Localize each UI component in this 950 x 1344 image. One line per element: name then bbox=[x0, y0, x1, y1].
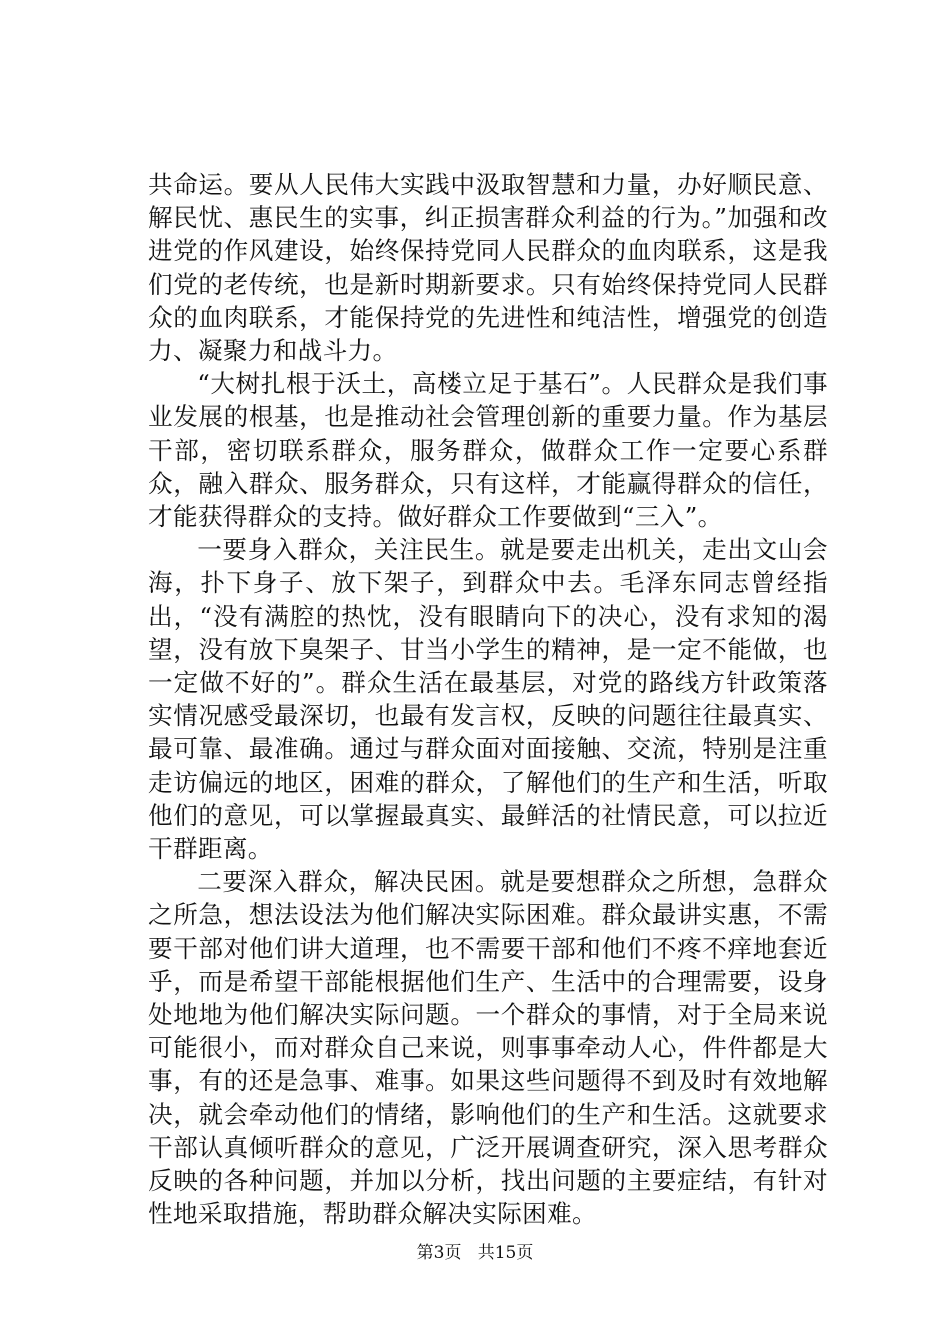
page-footer bbox=[0, 1242, 950, 1264]
paragraph-3: 一要身入群众，关注民生。就是要走出机关，走出文山会海，扑下身子、放下架子，到群众中去。毛泽东同志曾经指出，“没有满腔的热忱，没有眼睛向下的决心，没有求知的渴望，没有放下臭架子、甘当小学生的精神，是一定不能做，也一定做不好的”。群众生活在最基层，对党的路线方针政策落实情况感受最深切，也最有发言权，反映的问题往往最真实、最可靠、最准确。通过与群众面对面接触、交流，特别是注重走访偏远的地区，困难的群众，了解他们的生产和生活，听取他们的意见，可以掌握最真实、最鲜活的社情民意，可以拉近干群距离。 bbox=[148, 535, 828, 864]
total-pages: 共15页 bbox=[477, 1243, 534, 1263]
paragraph-1: 共命运。要从人民伟大实践中汲取智慧和力量，办好顺民意、解民忧、惠民生的实事，纠正损害群众利益的行为。”加强和改进党的作风建设，始终保持党同人民群众的血肉联系，这是我们党的老传统，也是新时期新要求。只有始终保持党同人民群众的血肉联系，才能保持党的先进性和纯洁性，增强党的创造力、凝聚力和战斗力。 bbox=[148, 170, 828, 366]
paragraph-4: 二要深入群众，解决民困。就是要想群众之所想，急群众之所急，想法设法为他们解决实际困难。群众最讲实惠，不需要干部对他们讲大道理，也不需要干部和他们不疼不痒地套近乎，而是希望干部能根据他们生产、生活中的合理需要，设身处地地为他们解决实际问题。一个群众的事情，对于全局来说可能很小，而对群众自己来说，则事事牵动人心，件件都是大事，有的还是急事、难事。如果这些问题得不到及时有效地解决，就会牵动他们的情绪，影响他们的生产和生活。这就要求干部认真倾听群众的意见，广泛开展调查研究，深入思考群众反映的各种问题，并加以分析，找出问题的主要症结，有针对性地采取措施，帮助群众解决实际困难。 bbox=[148, 867, 828, 1229]
paragraph-2: “大树扎根于沃土，高楼立足于基石”。人民群众是我们事业发展的根基，也是推动社会管理创新的重要力量。作为基层干部，密切联系群众，服务群众，做群众工作一定要心系群众，融入群众、服务群众，只有这样，才能赢得群众的信任，才能获得群众的支持。做好群众工作要做到“三入”。 bbox=[148, 369, 828, 532]
page-number: 第3页 bbox=[416, 1243, 462, 1263]
document-body bbox=[148, 168, 828, 1231]
page-separator bbox=[467, 1243, 472, 1263]
